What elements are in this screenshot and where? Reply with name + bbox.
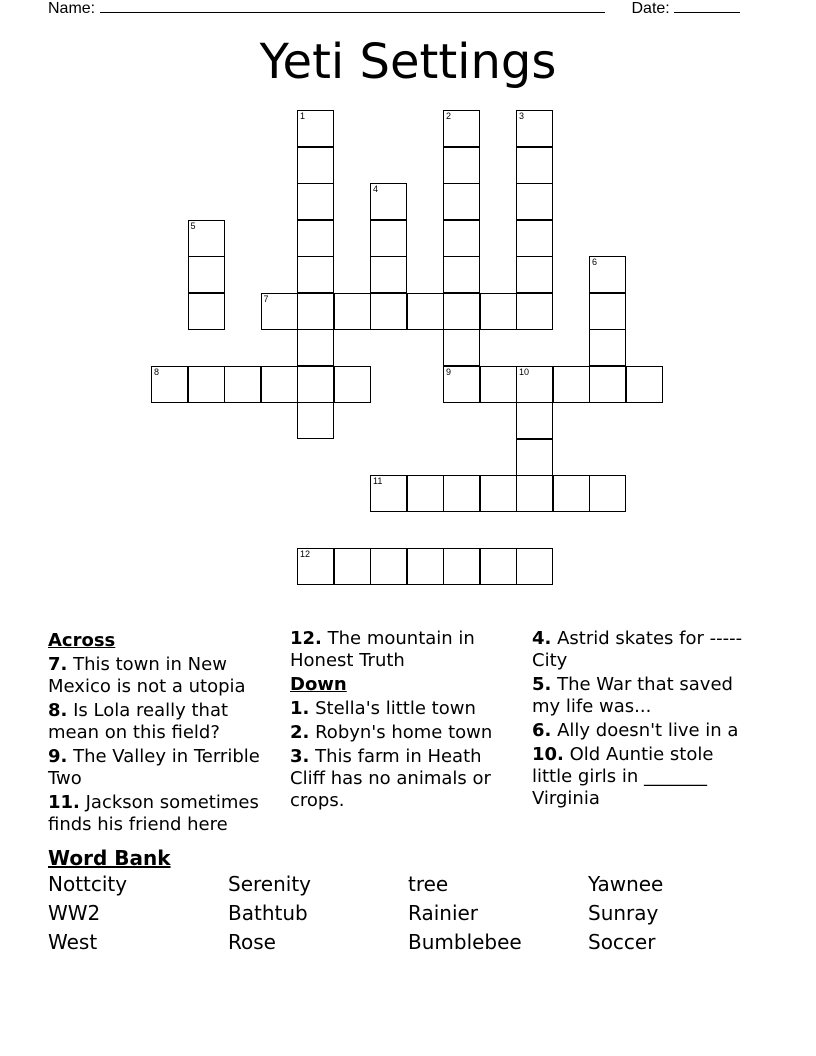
grid-cell[interactable]	[516, 220, 553, 257]
word-bank	[48, 872, 768, 954]
clue-across-11: 11. Jackson sometimes finds his friend here	[48, 792, 259, 835]
grid-cell[interactable]	[297, 147, 334, 184]
clue-down-4: 4. Astrid skates for ----- City	[532, 628, 743, 671]
word-bank-item: Bumblebee	[408, 930, 522, 954]
clue-number: 2	[446, 111, 452, 121]
word-bank-item: Rose	[228, 930, 276, 954]
clue-down-6: 6. Ally doesn't live in a	[532, 720, 739, 741]
grid-cell[interactable]	[443, 293, 480, 330]
grid-cell[interactable]	[188, 220, 225, 257]
grid-cell[interactable]	[151, 366, 188, 403]
clue-number: 6	[592, 257, 598, 267]
word-bank-item: Soccer	[588, 930, 656, 954]
grid-cell[interactable]	[480, 548, 517, 585]
word-bank-item: Nottcity	[48, 872, 128, 896]
grid-cell[interactable]	[589, 475, 626, 512]
clue-down-2: 2. Robyn's home town	[290, 722, 493, 743]
word-bank-item: West	[48, 930, 98, 954]
grid-cell[interactable]	[297, 366, 334, 403]
grid-cell[interactable]	[297, 220, 334, 257]
grid-cell[interactable]	[370, 183, 407, 220]
grid-cell[interactable]	[516, 147, 553, 184]
grid-cell[interactable]	[516, 256, 553, 293]
grid-cell[interactable]	[516, 439, 553, 476]
grid-cell[interactable]	[443, 256, 480, 293]
clue-number: 10	[519, 366, 530, 377]
grid-cell[interactable]	[443, 110, 480, 147]
grid-cell[interactable]	[516, 293, 553, 330]
clue-across-7: 7. This town in New Mexico is not a utopia	[48, 654, 246, 697]
word-bank-item: Bathtub	[228, 901, 308, 925]
grid-cell[interactable]	[589, 366, 626, 403]
grid-cell[interactable]	[589, 293, 626, 330]
clue-number: 8	[154, 366, 160, 377]
grid-cell[interactable]	[443, 183, 480, 220]
grid-cell[interactable]	[480, 366, 517, 403]
grid-cell[interactable]	[516, 183, 553, 220]
down-heading: Down	[290, 674, 347, 695]
word-bank-title: Word Bank	[48, 846, 171, 870]
grid-cell[interactable]	[370, 548, 407, 585]
grid-cell[interactable]	[443, 366, 480, 403]
clues-column-1	[48, 628, 278, 836]
word-bank-item: Rainier	[408, 901, 479, 925]
grid-cell[interactable]	[407, 293, 444, 330]
across-heading: Across	[48, 630, 116, 651]
grid-cell[interactable]	[516, 402, 553, 439]
grid-cell[interactable]	[297, 402, 334, 439]
grid-cell[interactable]	[188, 366, 225, 403]
clue-number: 4	[373, 184, 379, 194]
grid-cell[interactable]	[370, 220, 407, 257]
clue-across-9: 9. The Valley in Terrible Two	[48, 746, 260, 789]
page-title: Yeti Settings	[259, 34, 557, 90]
grid-cell[interactable]	[297, 183, 334, 220]
grid-cell[interactable]	[443, 147, 480, 184]
grid-cell[interactable]	[480, 475, 517, 512]
grid-cell[interactable]	[589, 256, 626, 293]
grid-cell[interactable]	[297, 110, 334, 147]
grid-cell[interactable]	[370, 475, 407, 512]
grid-cell[interactable]	[407, 475, 444, 512]
grid-cell[interactable]	[297, 329, 334, 366]
clue-down-1: 1. Stella's little town	[290, 698, 476, 719]
grid-cell[interactable]	[370, 293, 407, 330]
clue-number: 12	[300, 549, 311, 559]
grid-cell[interactable]	[516, 366, 553, 403]
grid-cell[interactable]	[297, 256, 334, 293]
word-bank-item: tree	[408, 872, 449, 896]
grid-cell[interactable]	[443, 475, 480, 512]
grid-cell[interactable]	[297, 293, 334, 330]
clue-across-12: 12. The mountain in Honest Truth	[290, 628, 475, 671]
clue-number: 9	[446, 366, 452, 377]
grid-cell[interactable]	[334, 366, 371, 403]
grid-cell[interactable]	[334, 548, 371, 585]
word-bank-item: Yawnee	[588, 872, 664, 896]
clue-number: 1	[300, 111, 306, 121]
grid-cell[interactable]	[334, 293, 371, 330]
clue-across-8: 8. Is Lola really that mean on this field?	[48, 700, 229, 743]
grid-cell[interactable]	[480, 293, 517, 330]
word-bank-item: Sunray	[588, 901, 659, 925]
clue-down-3: 3. This farm in Heath Cliff has no animals or crops.	[290, 746, 491, 811]
clues-column-2	[290, 628, 520, 812]
clue-down-5: 5. The War that saved my life was...	[532, 674, 733, 717]
grid-cell[interactable]	[297, 548, 334, 585]
word-bank-item: WW2	[48, 901, 101, 925]
clues-column-3	[532, 628, 757, 810]
grid-cell[interactable]	[443, 548, 480, 585]
grid-cell[interactable]	[589, 329, 626, 366]
grid-cell[interactable]	[224, 366, 261, 403]
name-label: Name:	[48, 0, 96, 17]
clue-number: 3	[519, 111, 525, 121]
grid-cell[interactable]	[370, 256, 407, 293]
grid-cell[interactable]	[516, 110, 553, 147]
grid-cell[interactable]	[553, 366, 590, 403]
clue-number: 11	[373, 476, 383, 486]
grid-cell[interactable]	[443, 220, 480, 257]
grid-cell[interactable]	[261, 293, 298, 330]
date-label: Date:	[631, 0, 670, 17]
grid-cell[interactable]	[553, 475, 590, 512]
grid-cell[interactable]	[516, 548, 553, 585]
clue-number: 7	[263, 293, 269, 304]
grid-cell[interactable]	[443, 329, 480, 366]
clue-number: 5	[190, 220, 196, 231]
grid-cell[interactable]	[407, 548, 444, 585]
word-bank-item: Serenity	[228, 872, 311, 896]
grid-cell[interactable]	[516, 475, 553, 512]
clue-down-10: 10. Old Auntie stole little girls in _______ Virginia	[532, 744, 714, 809]
grid-cell[interactable]	[188, 256, 225, 293]
grid-cell[interactable]	[261, 366, 298, 403]
grid-cell[interactable]	[188, 293, 225, 330]
grid-cell[interactable]	[626, 366, 663, 403]
